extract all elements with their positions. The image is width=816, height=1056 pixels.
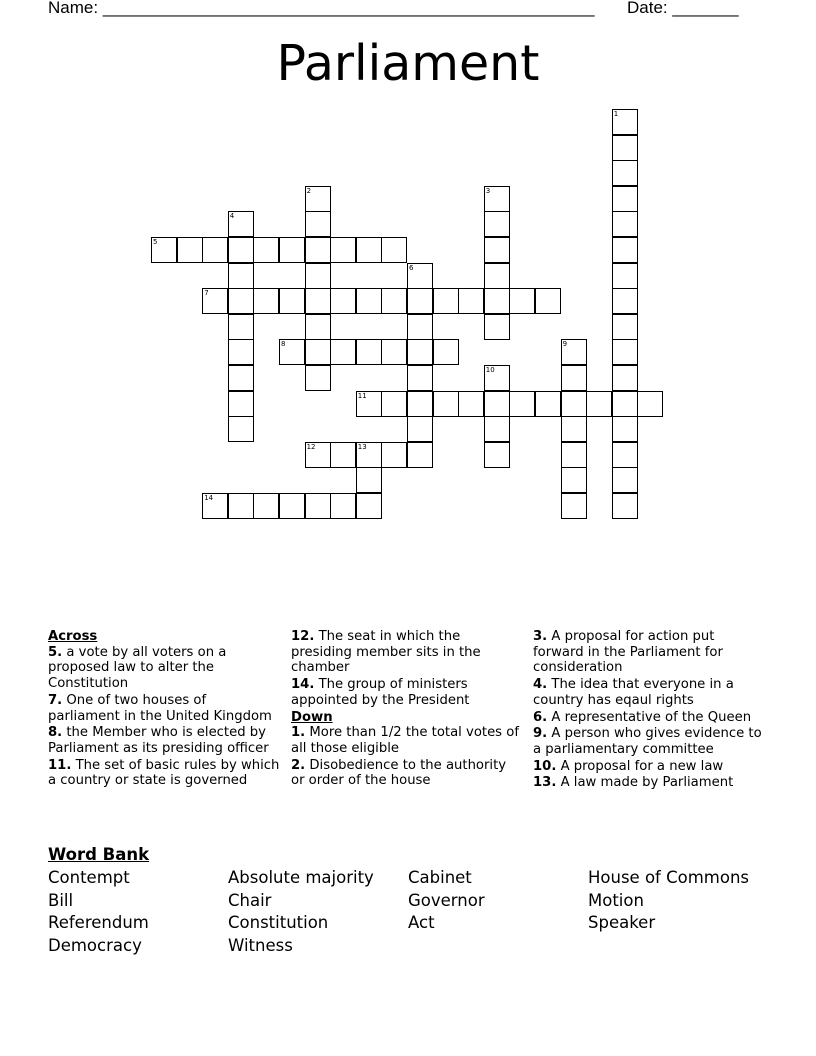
grid-cell[interactable] <box>561 339 587 365</box>
grid-cell[interactable] <box>330 237 356 263</box>
grid-cell[interactable] <box>356 288 382 314</box>
grid-cell[interactable] <box>612 109 638 135</box>
clue-number: 6 <box>409 263 414 272</box>
grid-cell[interactable] <box>305 442 331 468</box>
grid-cell[interactable] <box>279 237 305 263</box>
grid-cell[interactable] <box>407 288 433 314</box>
clue-number: 7 <box>204 289 209 298</box>
grid-cell[interactable] <box>356 467 382 493</box>
word-bank-item: Referendum <box>48 913 149 932</box>
grid-cell[interactable] <box>407 416 433 442</box>
grid-cell[interactable] <box>356 237 382 263</box>
grid-cell[interactable] <box>202 288 228 314</box>
grid-cell[interactable] <box>330 493 356 519</box>
word-bank-item: Constitution <box>228 913 329 932</box>
name-line: ____________________________________________________ <box>102 0 595 17</box>
grid-cell[interactable] <box>484 186 510 212</box>
grid-cell[interactable] <box>561 365 587 391</box>
clue-number: 5 <box>153 238 158 246</box>
clue-down-4: 4. The idea that everyone in a country has eqaul rights <box>533 677 734 708</box>
clue-across-11: 11. The set of basic rules by which a country or state is governed <box>48 757 280 789</box>
grid-cell[interactable] <box>305 211 331 237</box>
clue-column-3 <box>533 629 765 792</box>
grid-cell[interactable] <box>228 416 254 442</box>
word-bank-item: House of Commons <box>588 868 750 887</box>
grid-cell[interactable] <box>561 391 587 417</box>
name-label: Name: <box>48 0 99 17</box>
grid-cell[interactable] <box>381 339 407 365</box>
word-bank-title: Word Bank <box>48 845 150 864</box>
clue-column-1 <box>48 629 280 790</box>
grid-cell[interactable] <box>612 339 638 365</box>
grid-cell[interactable] <box>228 314 254 340</box>
clue-column-2 <box>291 629 523 790</box>
grid-cell[interactable] <box>586 391 612 417</box>
grid-cell[interactable] <box>279 288 305 314</box>
grid-cell[interactable] <box>433 288 459 314</box>
grid-cell[interactable] <box>228 237 254 263</box>
grid-cell[interactable] <box>407 314 433 340</box>
word-bank-item: Chair <box>228 891 272 910</box>
clue-number: 2 <box>306 186 312 195</box>
grid-cell[interactable] <box>253 288 279 314</box>
grid-cell[interactable] <box>484 391 510 417</box>
grid-cell[interactable] <box>612 391 638 417</box>
clue-down-3: 3. A proposal for action put forward in the Parliament for consideration <box>533 629 723 676</box>
grid-cell[interactable] <box>484 211 510 237</box>
grid-cell[interactable] <box>381 237 407 263</box>
grid-cell[interactable] <box>202 493 228 519</box>
grid-cell[interactable] <box>458 391 484 417</box>
grid-cell[interactable] <box>330 442 356 468</box>
grid-cell[interactable] <box>612 160 638 186</box>
clue-number: 3 <box>485 186 491 195</box>
grid-cell[interactable] <box>612 467 638 493</box>
grid-cell[interactable] <box>612 263 638 289</box>
word-bank-item: Governor <box>408 891 485 910</box>
clue-number: 4 <box>229 212 235 221</box>
grid-cell[interactable] <box>305 263 331 289</box>
grid-cell[interactable] <box>228 365 254 391</box>
grid-cell[interactable] <box>279 493 305 519</box>
grid-cell[interactable] <box>381 442 407 468</box>
grid-cell[interactable] <box>433 391 459 417</box>
clue-across-5: 5. a vote by all voters on a proposed law to alter the Constitution <box>48 644 227 692</box>
clue-down-10: 10. A proposal for a new law <box>533 758 724 774</box>
grid-cell[interactable] <box>305 237 331 263</box>
date-label: Date: <box>627 0 668 17</box>
grid-cell[interactable] <box>484 442 510 468</box>
grid-cell[interactable] <box>305 314 331 340</box>
clue-number: 14 <box>204 494 214 502</box>
word-bank-item: Democracy <box>48 936 142 955</box>
clue-number: 1 <box>613 110 619 118</box>
grid-cell[interactable] <box>407 391 433 417</box>
grid-cell[interactable] <box>509 288 535 314</box>
grid-cell[interactable] <box>612 211 638 237</box>
grid-cell[interactable] <box>151 237 177 263</box>
clue-number: 11 <box>357 391 367 400</box>
clue-down-6: 6. A representative of the Queen <box>533 709 752 725</box>
clue-down-13: 13. A law made by Parliament <box>533 775 734 791</box>
grid-cell[interactable] <box>612 416 638 442</box>
grid-cell[interactable] <box>228 493 254 519</box>
across-heading: Across <box>48 629 98 644</box>
grid-cell[interactable] <box>484 288 510 314</box>
grid-cell[interactable] <box>253 237 279 263</box>
grid-cell[interactable] <box>535 288 561 314</box>
grid-cell[interactable] <box>228 211 254 237</box>
clue-number: 13 <box>357 442 367 451</box>
grid-cell[interactable] <box>279 339 305 365</box>
grid-cell[interactable] <box>407 339 433 365</box>
grid-cell[interactable] <box>561 442 587 468</box>
word-bank-item: Cabinet <box>408 868 472 887</box>
clue-across-12: 12. The seat in which the presiding member sits in the chamber <box>291 629 481 676</box>
grid-cell[interactable] <box>381 288 407 314</box>
grid-cell[interactable] <box>458 288 484 314</box>
grid-cell[interactable] <box>356 339 382 365</box>
grid-cell[interactable] <box>637 391 663 417</box>
grid-cell[interactable] <box>612 314 638 340</box>
grid-cell[interactable] <box>228 263 254 289</box>
word-bank-item: Speaker <box>588 913 656 932</box>
grid-cell[interactable] <box>305 339 331 365</box>
clue-down-1: 1. More than 1/2 the total votes of all those eligible <box>291 725 519 756</box>
clue-across-8: 8. the Member who is elected by Parliament as its presiding officer <box>48 725 269 756</box>
grid-cell[interactable] <box>535 391 561 417</box>
grid-cell[interactable] <box>202 237 228 263</box>
grid-cell[interactable] <box>484 263 510 289</box>
grid-cell[interactable] <box>407 365 433 391</box>
grid-cell[interactable] <box>228 391 254 417</box>
grid-cell[interactable] <box>356 442 382 468</box>
grid-cell[interactable] <box>305 493 331 519</box>
word-bank-item: Bill <box>48 891 74 910</box>
clue-across-14: 14. The group of ministers appointed by the President <box>291 677 470 708</box>
word-bank-item: Motion <box>588 891 644 910</box>
grid-cell[interactable] <box>228 339 254 365</box>
down-heading: Down <box>291 709 333 725</box>
clue-number: 9 <box>562 340 568 349</box>
word-bank-item: Witness <box>228 936 293 955</box>
grid-cell[interactable] <box>356 493 382 519</box>
grid-cell[interactable] <box>612 493 638 519</box>
grid-cell[interactable] <box>228 288 254 314</box>
grid-cell[interactable] <box>484 416 510 442</box>
grid-cell[interactable] <box>356 391 382 417</box>
grid-cell[interactable] <box>612 288 638 314</box>
grid-cell[interactable] <box>381 391 407 417</box>
grid-cell[interactable] <box>561 416 587 442</box>
clue-number: 12 <box>306 442 316 451</box>
grid-cell[interactable] <box>305 288 331 314</box>
grid-cell[interactable] <box>253 493 279 519</box>
grid-cell[interactable] <box>561 467 587 493</box>
grid-cell[interactable] <box>612 442 638 468</box>
grid-cell[interactable] <box>305 365 331 391</box>
grid-cell[interactable] <box>407 442 433 468</box>
clue-down-2: 2. Disobedience to the authority or order of the house <box>291 757 507 789</box>
word-bank-item: Act <box>408 913 435 932</box>
grid-cell[interactable] <box>612 237 638 263</box>
grid-cell[interactable] <box>612 365 638 391</box>
grid-cell[interactable] <box>407 263 433 289</box>
grid-cell[interactable] <box>612 135 638 161</box>
clue-number: 10 <box>485 366 495 374</box>
date-line: _______ <box>672 0 739 17</box>
grid-cell[interactable] <box>561 493 587 519</box>
grid-cell[interactable] <box>612 186 638 212</box>
grid-cell[interactable] <box>484 237 510 263</box>
grid-cell[interactable] <box>177 237 203 263</box>
clue-down-9: 9. A person who gives evidence to a parliamentary committee <box>533 726 762 757</box>
word-bank-item: Absolute majority <box>228 868 374 887</box>
grid-cell[interactable] <box>330 339 356 365</box>
grid-cell[interactable] <box>484 314 510 340</box>
grid-cell[interactable] <box>330 288 356 314</box>
grid-cell[interactable] <box>305 186 331 212</box>
clue-number: 8 <box>281 340 286 349</box>
clue-across-7: 7. One of two houses of parliament in the United Kingdom <box>48 692 272 724</box>
puzzle-title: Parliament <box>276 35 540 92</box>
grid-cell[interactable] <box>433 339 459 365</box>
word-bank-item: Contempt <box>48 868 130 887</box>
grid-cell[interactable] <box>509 391 535 417</box>
grid-cell[interactable] <box>484 365 510 391</box>
